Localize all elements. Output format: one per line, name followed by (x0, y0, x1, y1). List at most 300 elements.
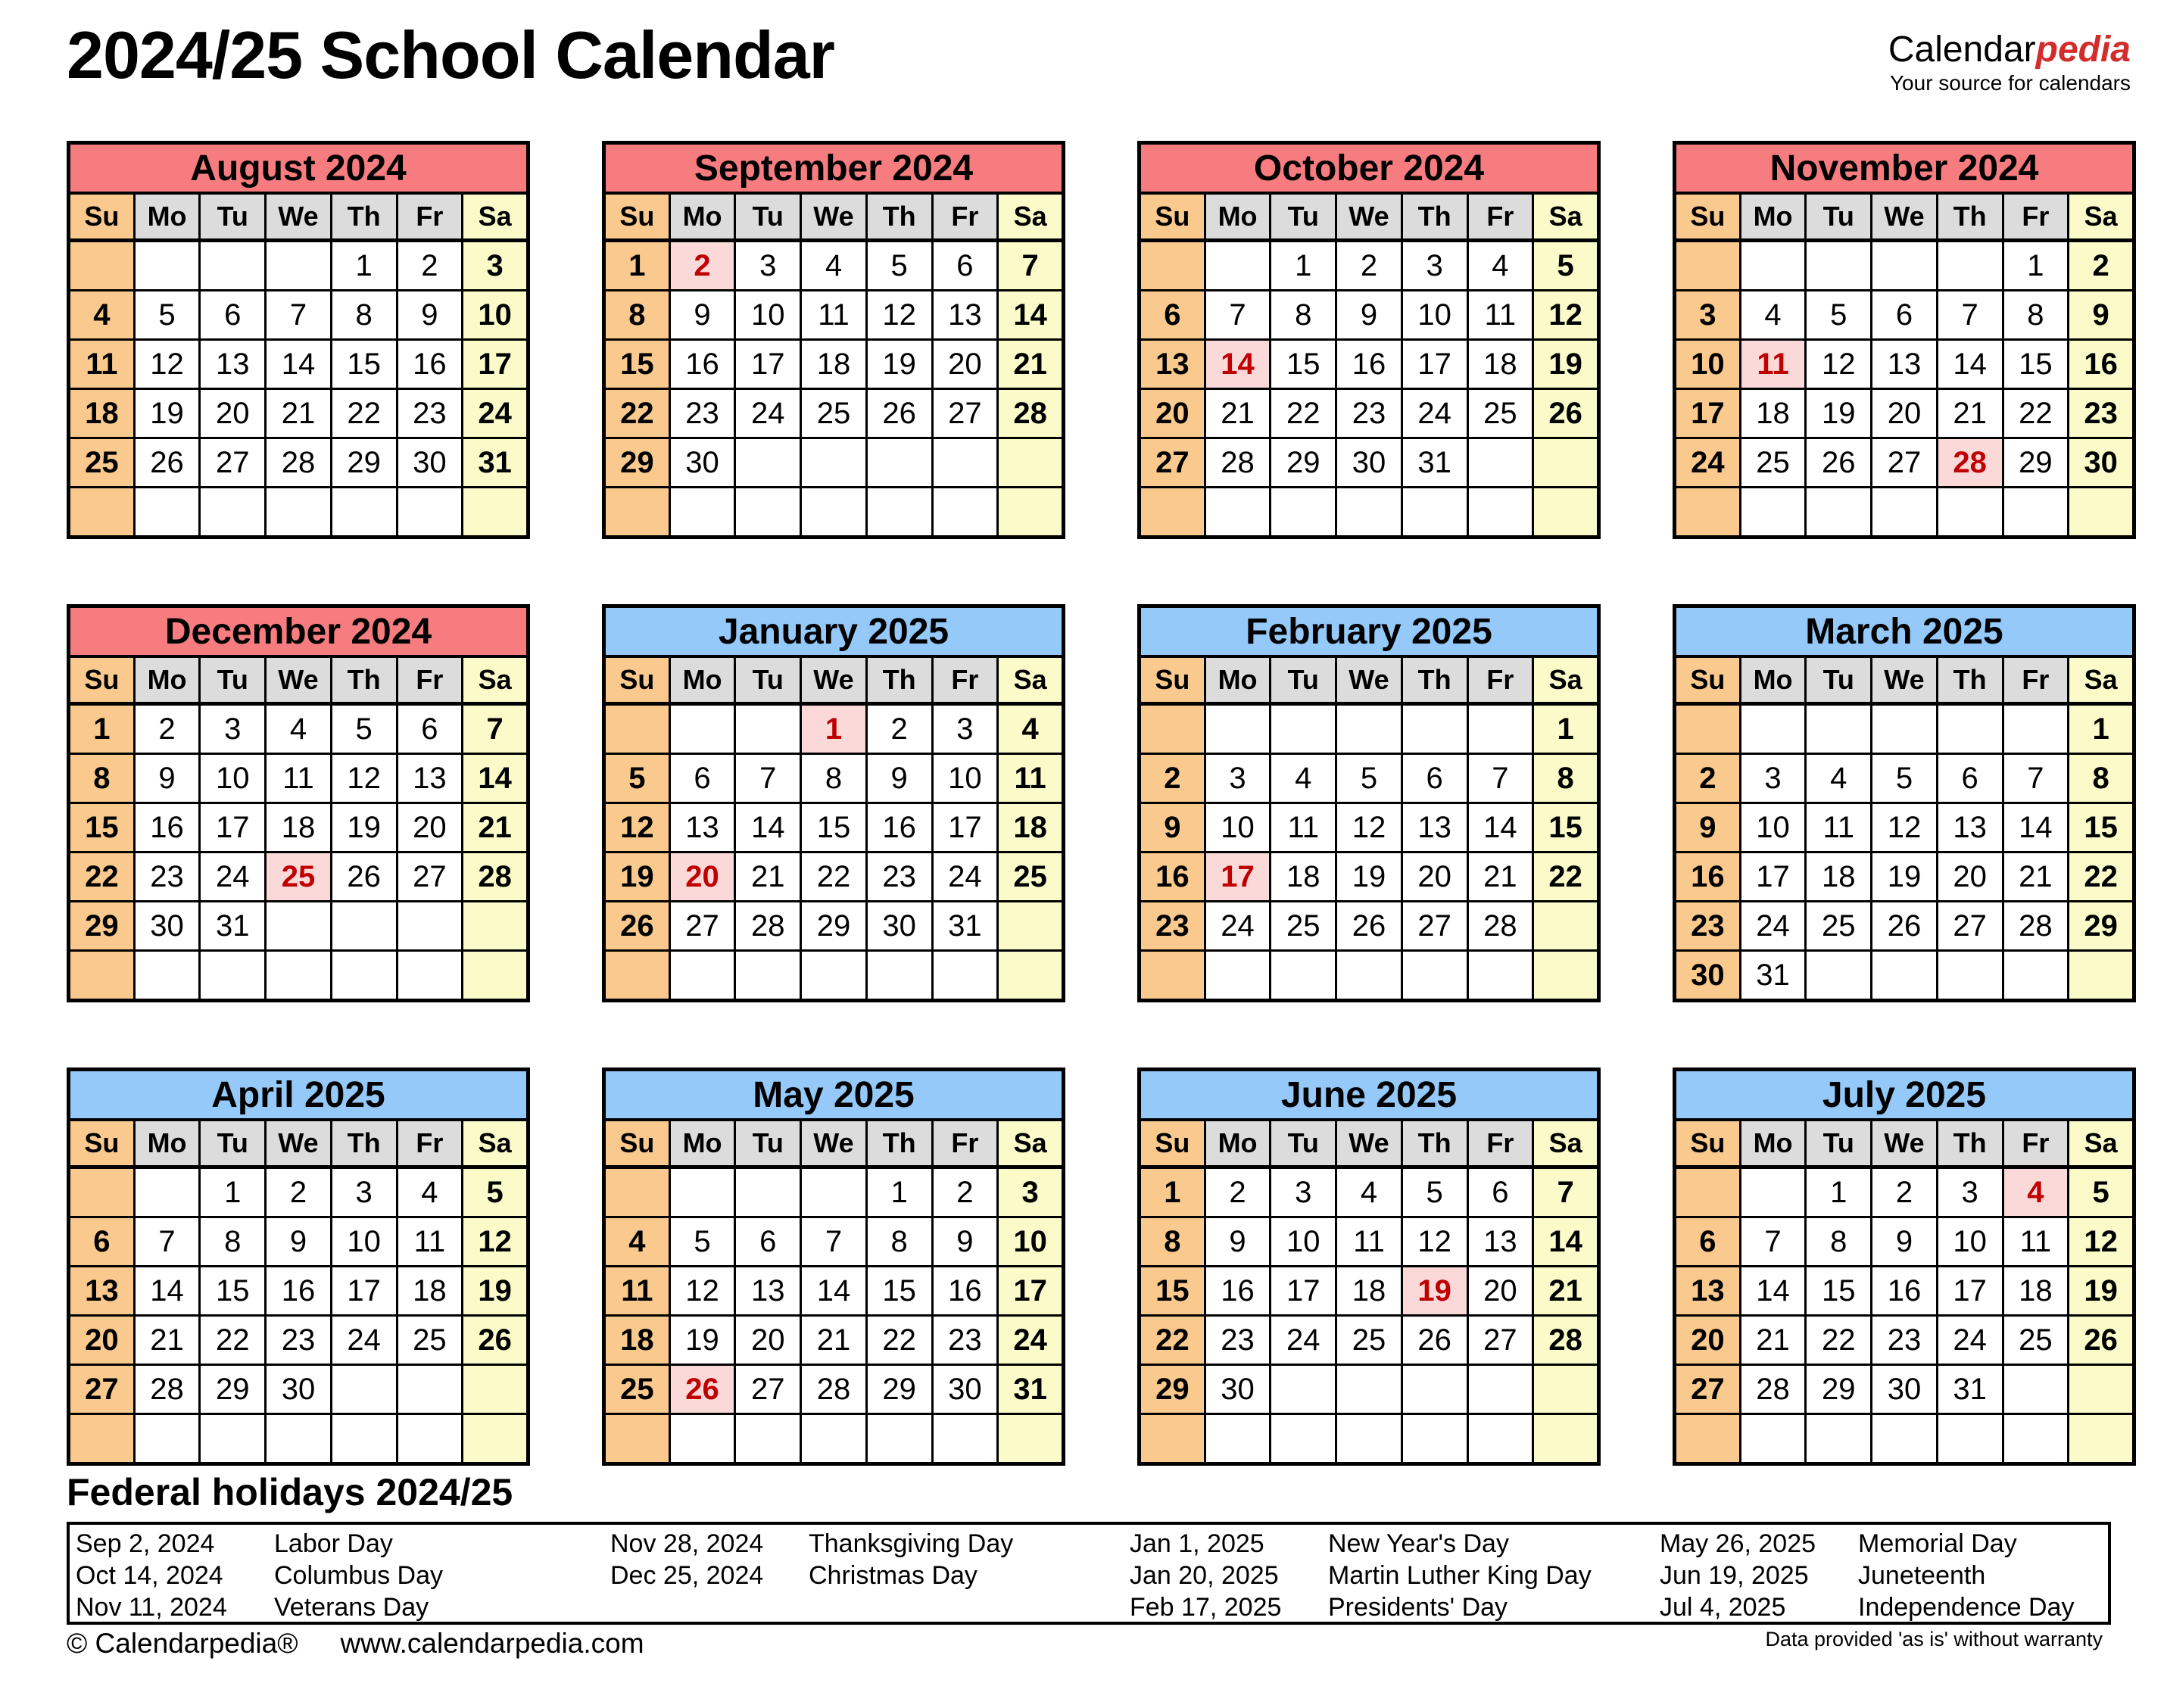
holiday-date: Nov 11, 2024 (76, 1593, 227, 1622)
day-cell: 18 (2003, 1267, 2069, 1316)
day-cell: 4 (801, 241, 867, 291)
day-cell: 2 (1140, 754, 1205, 803)
day-cell: 20 (669, 852, 735, 902)
day-cell: 27 (200, 438, 266, 488)
empty-day-cell (134, 488, 200, 538)
day-cell: 14 (1533, 1217, 1599, 1267)
day-cell: 18 (1336, 1267, 1402, 1316)
day-cell: 28 (735, 902, 801, 951)
day-cell: 23 (1205, 1316, 1271, 1365)
day-name-tu: Tu (200, 1120, 266, 1167)
day-name-tu: Tu (1806, 1120, 1872, 1167)
day-cell: 16 (866, 803, 932, 852)
week-row (604, 951, 1064, 1001)
day-cell: 19 (1872, 852, 1938, 902)
day-cell: 14 (801, 1267, 867, 1316)
empty-day-cell (932, 1414, 998, 1464)
month-may-2025 (602, 1068, 1065, 1466)
day-cell: 21 (998, 340, 1064, 389)
day-cell: 27 (1872, 438, 1938, 488)
day-cell: 7 (801, 1217, 867, 1267)
day-cell: 11 (604, 1267, 670, 1316)
day-cell: 20 (932, 340, 998, 389)
day-cell: 19 (134, 389, 200, 438)
week-row (1140, 704, 1599, 754)
month-december-2024 (67, 604, 530, 1002)
day-cell: 7 (2003, 754, 2069, 803)
day-cell: 13 (932, 291, 998, 340)
day-cell: 13 (1140, 340, 1205, 389)
day-name-we: We (1872, 193, 1938, 241)
empty-day-cell (669, 951, 735, 1001)
day-cell: 11 (1271, 803, 1336, 852)
day-name-tu: Tu (1271, 193, 1336, 241)
empty-day-cell (331, 1365, 397, 1414)
empty-day-cell (1205, 1414, 1271, 1464)
day-cell: 15 (604, 340, 670, 389)
day-cell: 27 (1937, 902, 2003, 951)
day-cell: 10 (1271, 1217, 1336, 1267)
day-cell: 8 (2069, 754, 2134, 803)
day-cell: 19 (2069, 1267, 2134, 1316)
day-name-su: Su (1675, 1120, 1741, 1167)
empty-day-cell (1467, 488, 1533, 538)
empty-day-cell (69, 488, 135, 538)
day-cell: 28 (1937, 438, 2003, 488)
day-cell: 6 (69, 1217, 135, 1267)
day-cell: 21 (1205, 389, 1271, 438)
day-cell: 16 (669, 340, 735, 389)
day-cell: 19 (866, 340, 932, 389)
day-cell: 10 (200, 754, 266, 803)
week-row (604, 754, 1064, 803)
logo-tagline: Your source for calendars (1889, 70, 2131, 95)
holiday-date: Nov 28, 2024 (610, 1529, 764, 1558)
day-cell: 15 (331, 340, 397, 389)
empty-day-cell (1205, 488, 1271, 538)
day-cell: 30 (397, 438, 463, 488)
day-cell: 27 (735, 1365, 801, 1414)
empty-day-cell (801, 438, 867, 488)
empty-day-cell (134, 951, 200, 1001)
day-names-row (1675, 193, 2134, 241)
week-row (1140, 1316, 1599, 1365)
day-cell: 21 (2003, 852, 2069, 902)
empty-day-cell (69, 1414, 135, 1464)
week-row (1675, 1316, 2134, 1365)
day-cell: 28 (134, 1365, 200, 1414)
day-name-mo: Mo (1205, 656, 1271, 704)
holiday-name: Juneteenth (1858, 1561, 1986, 1590)
month-title: February 2025 (1140, 606, 1599, 657)
empty-day-cell (1533, 1365, 1599, 1414)
month-title: April 2025 (69, 1070, 528, 1120)
day-cell: 14 (463, 754, 528, 803)
day-name-mo: Mo (1740, 1120, 1806, 1167)
empty-day-cell (331, 902, 397, 951)
day-cell: 13 (735, 1267, 801, 1316)
empty-day-cell (1806, 704, 1872, 754)
day-cell: 20 (1467, 1267, 1533, 1316)
day-cell: 25 (1806, 902, 1872, 951)
week-row (69, 951, 528, 1001)
day-cell: 15 (866, 1267, 932, 1316)
day-cell: 3 (331, 1167, 397, 1217)
day-cell: 24 (200, 852, 266, 902)
month-june-2025 (1137, 1068, 1601, 1466)
day-cell: 6 (1140, 291, 1205, 340)
empty-day-cell (463, 902, 528, 951)
month-title: May 2025 (604, 1070, 1064, 1120)
day-names-row (1140, 1120, 1599, 1167)
day-cell: 1 (1271, 241, 1336, 291)
week-row (1140, 1414, 1599, 1464)
empty-day-cell (866, 488, 932, 538)
day-cell: 16 (932, 1267, 998, 1316)
empty-day-cell (397, 1365, 463, 1414)
week-row (1675, 438, 2134, 488)
empty-day-cell (1872, 1414, 1938, 1464)
day-cell: 13 (1937, 803, 2003, 852)
holiday-entry (610, 1528, 1130, 1560)
day-name-tu: Tu (200, 656, 266, 704)
day-cell: 27 (932, 389, 998, 438)
day-name-mo: Mo (1205, 1120, 1271, 1167)
day-cell: 26 (1806, 438, 1872, 488)
day-cell: 22 (866, 1316, 932, 1365)
day-cell: 4 (1740, 291, 1806, 340)
day-cell: 30 (1336, 438, 1402, 488)
day-cell: 15 (2069, 803, 2134, 852)
empty-day-cell (1675, 1167, 1741, 1217)
empty-day-cell (69, 951, 135, 1001)
week-row (1675, 241, 2134, 291)
month-header-row (69, 606, 528, 657)
day-cell: 14 (1467, 803, 1533, 852)
holiday-name: Memorial Day (1858, 1529, 2017, 1558)
day-cell: 6 (200, 291, 266, 340)
holiday-name: Presidents' Day (1328, 1593, 1508, 1622)
day-cell: 13 (1467, 1217, 1533, 1267)
holiday-date: Dec 25, 2024 (610, 1561, 764, 1590)
holiday-name: Martin Luther King Day (1328, 1561, 1592, 1590)
page-title: 2024/25 School Calendar (67, 17, 834, 92)
day-cell: 21 (801, 1316, 867, 1365)
day-cell: 19 (1806, 389, 1872, 438)
week-row (604, 488, 1064, 538)
day-cell: 23 (2069, 389, 2134, 438)
week-row (1675, 902, 2134, 951)
empty-day-cell (1675, 704, 1741, 754)
day-cell: 26 (134, 438, 200, 488)
empty-day-cell (1271, 1365, 1336, 1414)
empty-day-cell (866, 438, 932, 488)
day-names-row (604, 1120, 1064, 1167)
week-row (69, 438, 528, 488)
day-cell: 13 (69, 1267, 135, 1316)
day-cell: 29 (866, 1365, 932, 1414)
empty-day-cell (1872, 951, 1938, 1001)
day-cell: 5 (1533, 241, 1599, 291)
day-cell: 9 (2069, 291, 2134, 340)
empty-day-cell (1140, 951, 1205, 1001)
month-title: August 2024 (69, 143, 528, 194)
month-table (67, 1068, 530, 1466)
day-name-we: We (801, 193, 867, 241)
empty-day-cell (69, 1167, 135, 1217)
week-row (1140, 1167, 1599, 1217)
day-cell: 16 (2069, 340, 2134, 389)
day-cell: 25 (397, 1316, 463, 1365)
day-cell: 30 (266, 1365, 332, 1414)
empty-day-cell (1533, 902, 1599, 951)
week-row (1140, 438, 1599, 488)
day-cell: 12 (1806, 340, 1872, 389)
empty-day-cell (669, 488, 735, 538)
day-cell: 25 (69, 438, 135, 488)
day-names-row (604, 656, 1064, 704)
day-cell: 9 (134, 754, 200, 803)
week-row (1675, 704, 2134, 754)
day-cell: 8 (866, 1217, 932, 1267)
empty-day-cell (932, 438, 998, 488)
day-name-fr: Fr (1467, 193, 1533, 241)
day-cell: 18 (1740, 389, 1806, 438)
day-name-we: We (1336, 193, 1402, 241)
week-row (69, 1414, 528, 1464)
day-cell: 26 (463, 1316, 528, 1365)
day-cell: 17 (1675, 389, 1741, 438)
day-name-su: Su (1675, 656, 1741, 704)
day-cell: 3 (1937, 1167, 2003, 1217)
week-row (604, 902, 1064, 951)
empty-day-cell (1806, 1414, 1872, 1464)
day-cell: 22 (2069, 852, 2134, 902)
day-name-mo: Mo (134, 1120, 200, 1167)
day-cell: 5 (463, 1167, 528, 1217)
week-row (604, 1167, 1064, 1217)
day-cell: 28 (1740, 1365, 1806, 1414)
day-cell: 27 (69, 1365, 135, 1414)
day-cell: 8 (200, 1217, 266, 1267)
day-cell: 2 (134, 704, 200, 754)
day-cell: 17 (1271, 1267, 1336, 1316)
day-name-th: Th (1937, 1120, 2003, 1167)
week-row (69, 1217, 528, 1267)
empty-day-cell (2069, 1365, 2134, 1414)
day-cell: 21 (1937, 389, 2003, 438)
month-august-2024 (67, 141, 530, 539)
month-header-row (604, 143, 1064, 194)
day-cell: 12 (331, 754, 397, 803)
day-name-fr: Fr (932, 193, 998, 241)
footer-disclaimer: Data provided 'as is' without warranty (1765, 1628, 2103, 1650)
empty-day-cell (1740, 1414, 1806, 1464)
day-cell: 19 (1402, 1267, 1467, 1316)
holiday-name: Columbus Day (274, 1561, 443, 1590)
day-cell: 3 (200, 704, 266, 754)
day-cell: 2 (1336, 241, 1402, 291)
empty-day-cell (1533, 951, 1599, 1001)
empty-day-cell (1740, 1167, 1806, 1217)
day-name-th: Th (1402, 1120, 1467, 1167)
day-cell: 25 (1336, 1316, 1402, 1365)
day-cell: 13 (200, 340, 266, 389)
empty-day-cell (1205, 241, 1271, 291)
holiday-entry (1660, 1591, 2108, 1623)
day-cell: 6 (1937, 754, 2003, 803)
empty-day-cell (331, 488, 397, 538)
day-cell: 11 (1336, 1217, 1402, 1267)
day-cell: 28 (1205, 438, 1271, 488)
week-row (69, 389, 528, 438)
day-cell: 16 (1336, 340, 1402, 389)
empty-day-cell (2069, 1414, 2134, 1464)
day-cell: 21 (463, 803, 528, 852)
day-name-th: Th (1402, 193, 1467, 241)
day-cell: 4 (1271, 754, 1336, 803)
day-cell: 27 (669, 902, 735, 951)
empty-day-cell (801, 951, 867, 1001)
empty-day-cell (134, 1414, 200, 1464)
day-name-tu: Tu (1806, 193, 1872, 241)
footer-website: www.calendarpedia.com (340, 1628, 644, 1659)
day-cell: 16 (1872, 1267, 1938, 1316)
empty-day-cell (1467, 438, 1533, 488)
day-cell: 16 (266, 1267, 332, 1316)
day-cell: 12 (134, 340, 200, 389)
month-header-row (1675, 143, 2134, 194)
empty-day-cell (397, 1414, 463, 1464)
day-name-tu: Tu (1806, 656, 1872, 704)
day-name-mo: Mo (669, 1120, 735, 1167)
month-title: July 2025 (1675, 1070, 2134, 1120)
empty-day-cell (397, 488, 463, 538)
day-cell: 24 (998, 1316, 1064, 1365)
day-cell: 8 (801, 754, 867, 803)
empty-day-cell (266, 241, 332, 291)
day-cell: 15 (1271, 340, 1336, 389)
day-cell: 9 (866, 754, 932, 803)
day-cell: 21 (1467, 852, 1533, 902)
day-cell: 12 (866, 291, 932, 340)
day-name-we: We (266, 193, 332, 241)
day-cell: 11 (69, 340, 135, 389)
day-name-fr: Fr (2003, 193, 2069, 241)
empty-day-cell (735, 704, 801, 754)
day-cell: 25 (998, 852, 1064, 902)
day-cell: 3 (1271, 1167, 1336, 1217)
day-cell: 8 (1271, 291, 1336, 340)
empty-day-cell (604, 1167, 670, 1217)
month-header-row (1140, 143, 1599, 194)
empty-day-cell (331, 951, 397, 1001)
day-cell: 15 (2003, 340, 2069, 389)
empty-day-cell (1140, 488, 1205, 538)
day-cell: 4 (2003, 1167, 2069, 1217)
day-cell: 22 (200, 1316, 266, 1365)
day-cell: 29 (1271, 438, 1336, 488)
day-name-sa: Sa (1533, 193, 1599, 241)
empty-day-cell (1271, 488, 1336, 538)
empty-day-cell (331, 1414, 397, 1464)
day-cell: 16 (1140, 852, 1205, 902)
day-name-mo: Mo (134, 193, 200, 241)
empty-day-cell (998, 488, 1064, 538)
empty-day-cell (2003, 1414, 2069, 1464)
empty-day-cell (1402, 488, 1467, 538)
day-cell: 11 (801, 291, 867, 340)
footer-copyright: © Calendarpedia® (67, 1628, 298, 1659)
day-cell: 1 (331, 241, 397, 291)
day-cell: 13 (1675, 1267, 1741, 1316)
day-cell: 14 (134, 1267, 200, 1316)
day-cell: 23 (266, 1316, 332, 1365)
holiday-date: Jan 20, 2025 (1130, 1561, 1279, 1590)
day-cell: 6 (735, 1217, 801, 1267)
day-name-su: Su (604, 656, 670, 704)
week-row (69, 1365, 528, 1414)
day-cell: 30 (134, 902, 200, 951)
day-cell: 29 (331, 438, 397, 488)
day-cell: 24 (463, 389, 528, 438)
holiday-entry (610, 1560, 1130, 1591)
day-cell: 15 (801, 803, 867, 852)
empty-day-cell (998, 902, 1064, 951)
day-cell: 14 (2003, 803, 2069, 852)
day-cell: 12 (1336, 803, 1402, 852)
day-name-su: Su (1140, 1120, 1205, 1167)
day-cell: 7 (1205, 291, 1271, 340)
week-row (1140, 1365, 1599, 1414)
empty-day-cell (2003, 488, 2069, 538)
holiday-entry (1130, 1528, 1660, 1560)
day-cell: 1 (1140, 1167, 1205, 1217)
day-name-fr: Fr (2003, 1120, 2069, 1167)
day-cell: 2 (1675, 754, 1741, 803)
day-name-fr: Fr (397, 656, 463, 704)
day-name-fr: Fr (932, 1120, 998, 1167)
empty-day-cell (1467, 951, 1533, 1001)
month-table (1673, 604, 2136, 1002)
month-title: January 2025 (604, 606, 1064, 657)
day-cell: 20 (1140, 389, 1205, 438)
day-cell: 20 (200, 389, 266, 438)
day-cell: 31 (1740, 951, 1806, 1001)
day-cell: 8 (2003, 291, 2069, 340)
day-cell: 29 (69, 902, 135, 951)
day-cell: 29 (2003, 438, 2069, 488)
day-cell: 7 (1740, 1217, 1806, 1267)
empty-day-cell (1872, 704, 1938, 754)
day-cell: 23 (866, 852, 932, 902)
day-cell: 1 (2003, 241, 2069, 291)
week-row (69, 291, 528, 340)
day-cell: 24 (331, 1316, 397, 1365)
day-name-th: Th (331, 1120, 397, 1167)
day-name-tu: Tu (1271, 1120, 1336, 1167)
day-cell: 12 (463, 1217, 528, 1267)
day-cell: 31 (200, 902, 266, 951)
day-cell: 4 (1336, 1167, 1402, 1217)
day-cell: 27 (1675, 1365, 1741, 1414)
empty-day-cell (998, 1414, 1064, 1464)
week-row (1140, 389, 1599, 438)
day-name-mo: Mo (669, 656, 735, 704)
day-cell: 17 (200, 803, 266, 852)
day-name-su: Su (604, 1120, 670, 1167)
day-cell: 12 (2069, 1217, 2134, 1267)
